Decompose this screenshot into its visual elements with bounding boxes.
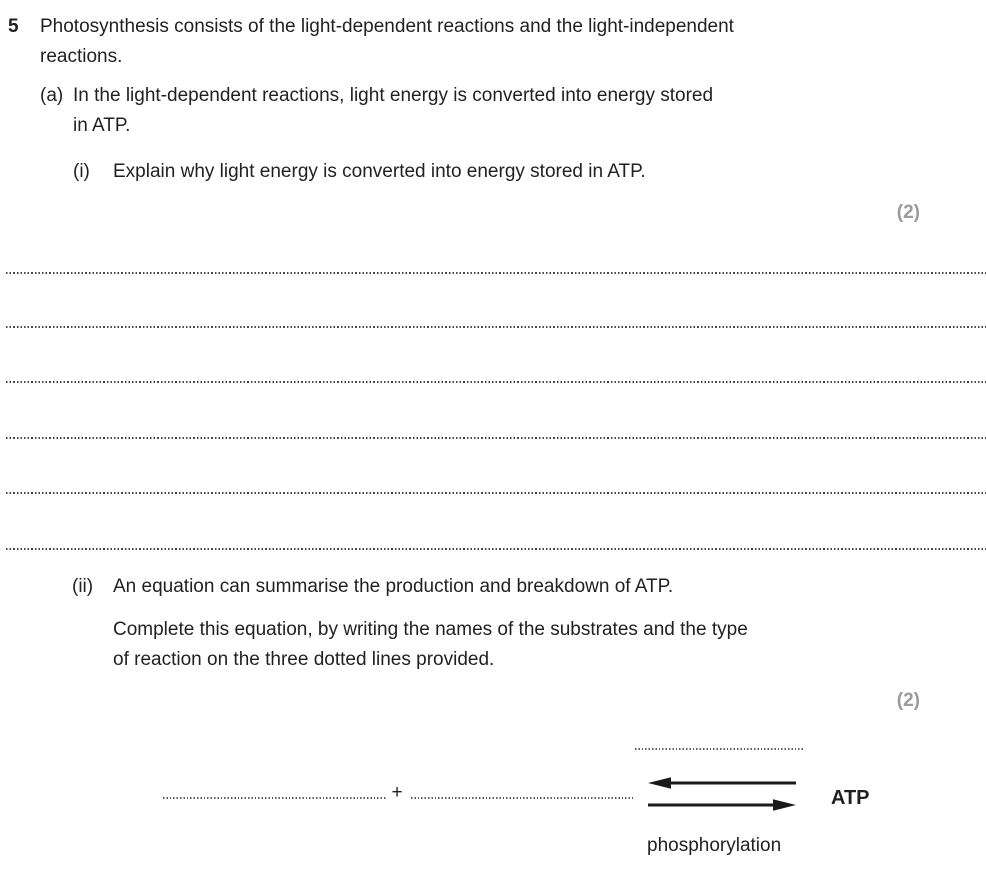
atp-label: ATP	[831, 787, 870, 809]
question-stem-line: Photosynthesis consists of the light-dependent reactions and the light-independent	[40, 16, 734, 37]
part-a-label: (a)	[40, 85, 64, 106]
left-arrow	[648, 777, 796, 789]
answer-line	[6, 272, 986, 274]
answer-line	[6, 326, 986, 328]
equation-blank-reaction-type	[635, 748, 805, 750]
equation-plus-sign: +	[391, 782, 403, 803]
phosphorylation-label: phosphorylation	[647, 835, 782, 856]
marks-badge-i: (2)	[896, 202, 920, 223]
part-a-text	[73, 81, 713, 141]
equation-blank-substrate-1	[163, 797, 386, 799]
answer-line	[6, 381, 986, 383]
marks-badge-ii: (2)	[896, 690, 920, 711]
answer-line	[6, 437, 986, 439]
equation-blank-substrate-2	[411, 797, 633, 799]
reversible-reaction-arrows	[646, 774, 798, 812]
question-stem	[40, 12, 734, 72]
part-a-text-line: in ATP.	[73, 115, 131, 136]
part-i-label: (i)	[73, 161, 90, 182]
part-ii-instruction-line: of reaction on the three dotted lines provided.	[113, 649, 495, 670]
question-number: 5	[8, 16, 19, 37]
answer-line	[6, 548, 986, 550]
part-ii-label: (ii)	[72, 576, 94, 597]
right-arrow	[648, 799, 796, 811]
part-ii-text: An equation can summarise the production and breakdown of ATP.	[113, 576, 674, 597]
question-stem-line: reactions.	[40, 46, 123, 67]
part-ii-instruction-line: Complete this equation, by writing the names of the substrates and the type	[113, 619, 748, 640]
part-i-text: Explain why light energy is converted into energy stored in ATP.	[113, 161, 646, 182]
answer-line	[6, 492, 986, 494]
part-a-text-line: In the light-dependent reactions, light energy is converted into energy stored	[73, 85, 714, 106]
part-ii-instruction	[113, 615, 748, 675]
